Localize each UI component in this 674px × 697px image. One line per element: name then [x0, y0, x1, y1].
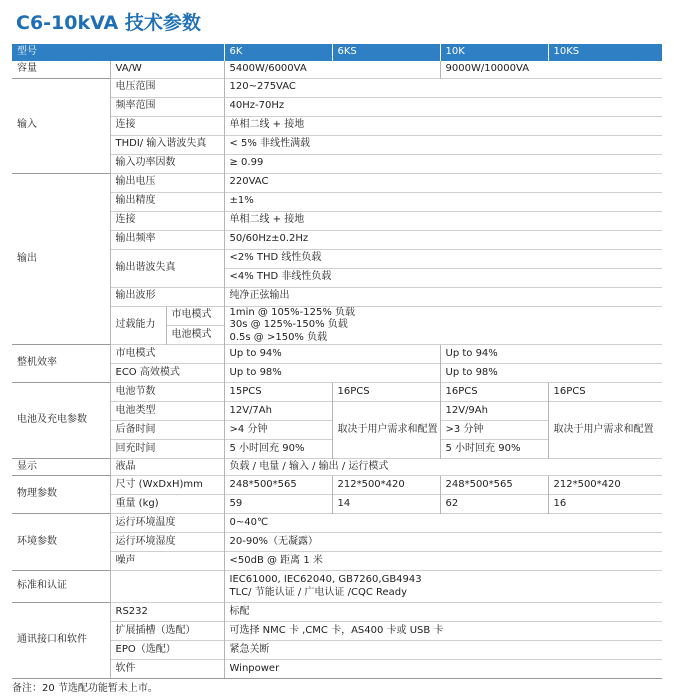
table-row [12, 230, 662, 249]
row-label: 频率范围 [110, 97, 224, 116]
table-row [12, 135, 662, 154]
group-efficiency: 整机效率 [12, 345, 110, 383]
row-label: 过载能力 [110, 306, 166, 345]
cell-value: 12V/9Ah [440, 402, 548, 421]
group-battery: 电池及充电参数 [12, 383, 110, 459]
sub-label: 电池模式 [166, 325, 224, 344]
row-label: THDI/ 输入谐波失真 [110, 135, 224, 154]
table-row [12, 660, 662, 679]
row-label: 软件 [110, 660, 224, 679]
cell-value: 212*500*420 [548, 476, 662, 495]
cell-value: 负载 / 电量 / 输入 / 输出 / 运行模式 [224, 459, 662, 476]
cell-value: Winpower [224, 660, 662, 679]
table-row [12, 211, 662, 230]
row-label-empty [110, 571, 224, 603]
table-row [12, 116, 662, 135]
cell-value: 212*500*420 [332, 476, 440, 495]
group-capacity: 容量 [17, 63, 37, 74]
cell-value-standards [224, 571, 662, 603]
table-row [12, 402, 662, 421]
cell-value: 12V/7Ah [224, 402, 332, 421]
cell-value: Up to 94% [440, 345, 662, 364]
row-label: 尺寸 (WxDxH)mm [110, 476, 224, 495]
table-row [12, 192, 662, 211]
cell-value: <50dB @ 距离 1 米 [224, 552, 662, 571]
row-label: 输出频率 [110, 230, 224, 249]
row-label: 连接 [110, 116, 224, 135]
group-standards: 标准和认证 [12, 571, 110, 603]
row-label: 运行环境湿度 [110, 533, 224, 552]
cell-value: 纯净正弦输出 [224, 287, 662, 306]
cell-value: 248*500*565 [440, 476, 548, 495]
cell-value: 120~275VAC [224, 78, 662, 97]
row-label: 电池类型 [110, 402, 224, 421]
table-row [12, 306, 662, 325]
row-label: 输出电压 [110, 173, 224, 192]
table-row [12, 571, 662, 603]
row-label: 回充时间 [110, 440, 224, 459]
row-label: 输入功率因数 [110, 154, 224, 173]
group-input: 输入 [12, 78, 110, 173]
cell-value: 59 [224, 495, 332, 514]
row-label: 扩展插槽（选配） [110, 622, 224, 641]
row-label: ECO 高效模式 [110, 364, 224, 383]
table-row [12, 552, 662, 571]
table-row [12, 641, 662, 660]
table-row [12, 287, 662, 306]
cell-value: 16PCS [548, 383, 662, 402]
row-label: 市电模式 [110, 345, 224, 364]
cell-value-user-config: 取决于用户需求和配置 [332, 402, 440, 459]
table-row [12, 249, 662, 268]
cell-value: 14 [332, 495, 440, 514]
header-10ks: 10KS [548, 44, 662, 61]
cell-value: 0~40℃ [224, 514, 662, 533]
cell-value: <2% THD 线性负载 [224, 249, 662, 268]
table-row [12, 97, 662, 116]
cell-value: >4 分钟 [224, 421, 332, 440]
header-6ks: 6KS [332, 44, 440, 61]
cell-value: Up to 98% [224, 364, 440, 383]
row-label: VA/W [110, 61, 224, 78]
row-label: 电池节数 [110, 383, 224, 402]
cell-value: <4% THD 非线性负载 [224, 268, 662, 287]
cell-value: 5 小时回充 90% [440, 440, 548, 459]
row-label: 重量 (kg) [110, 495, 224, 514]
table-row [12, 476, 662, 495]
group-display: 显示 [12, 459, 110, 476]
cell-value: 9000W/10000VA [440, 61, 662, 78]
cell-value: 16 [548, 495, 662, 514]
cell-value: Up to 98% [440, 364, 662, 383]
row-label: 液晶 [110, 459, 224, 476]
cell-value: 单相二线 + 接地 [224, 211, 662, 230]
cell-value: 16PCS [332, 383, 440, 402]
table-row [12, 459, 662, 476]
row-label: 输出精度 [110, 192, 224, 211]
table-row [12, 622, 662, 641]
group-environment: 环境参数 [12, 514, 110, 571]
table-row [12, 383, 662, 402]
overload-line: 0.5s @ >150% 负载 [229, 331, 328, 343]
row-label: EPO（选配） [110, 641, 224, 660]
table-row [12, 603, 662, 622]
header-model: 型号 [12, 44, 224, 61]
cell-value: ≥ 0.99 [224, 154, 662, 173]
cell-value: 5 小时回充 90% [224, 440, 332, 459]
group-communication: 通讯接口和软件 [12, 603, 110, 679]
cell-value: 220VAC [224, 173, 662, 192]
cell-value: >3 分钟 [440, 421, 548, 440]
cell-value: 标配 [224, 603, 662, 622]
standards-line: TLC/ 节能认证 / 广电认证 /CQC Ready [229, 586, 408, 598]
table-row [12, 495, 662, 514]
cell-value: < 5% 非线性满载 [224, 135, 662, 154]
header-6k: 6K [224, 44, 332, 61]
cell-value: 单相二线 + 接地 [224, 116, 662, 135]
table-row [12, 61, 662, 78]
cell-value: Up to 94% [224, 345, 440, 364]
header-10k: 10K [440, 44, 548, 61]
cell-value: 16PCS [440, 383, 548, 402]
page-title: C6-10kVA 技术参数 [16, 12, 201, 34]
cell-value: ±1% [224, 192, 662, 211]
row-label: 输出谐波失真 [110, 249, 224, 287]
cell-value-user-config: 取决于用户需求和配置 [548, 402, 662, 459]
standards-line: IEC61000, IEC62040, GB7260,GB4943 [229, 574, 422, 585]
table-row [12, 514, 662, 533]
row-label: 输出波形 [110, 287, 224, 306]
cell-value: 紧急关断 [224, 641, 662, 660]
table-row [12, 173, 662, 192]
table-row [12, 533, 662, 552]
footnote: 备注：20 节选配功能暂未上市。 [12, 683, 158, 694]
row-label: 运行环境温度 [110, 514, 224, 533]
table-row [12, 364, 662, 383]
cell-value: 248*500*565 [224, 476, 332, 495]
spec-table [12, 44, 662, 679]
cell-value: 可选择 NMC 卡 ,CMC 卡，AS400 卡或 USB 卡 [224, 622, 662, 641]
sub-label: 市电模式 [166, 306, 224, 325]
cell-value: 15PCS [224, 383, 332, 402]
row-label: 噪声 [110, 552, 224, 571]
row-label: RS232 [110, 603, 224, 622]
cell-value: 20-90%（无凝露） [224, 533, 662, 552]
cell-value: 5400W/6000VA [224, 61, 440, 78]
table-row [12, 154, 662, 173]
group-output: 输出 [12, 173, 110, 345]
cell-value-overload [224, 306, 662, 345]
table-row [12, 345, 662, 364]
row-label: 连接 [110, 211, 224, 230]
table-header-row [12, 44, 662, 61]
row-label: 电压范围 [110, 78, 224, 97]
row-label: 后备时间 [110, 421, 224, 440]
overload-line: 30s @ 125%-150% 负载 [229, 319, 348, 330]
cell-value: 50/60Hz±0.2Hz [224, 230, 662, 249]
overload-line: 1min @ 105%-125% 负载 [229, 306, 356, 318]
table-row [12, 78, 662, 97]
cell-value: 62 [440, 495, 548, 514]
cell-value: 40Hz-70Hz [224, 97, 662, 116]
group-physical: 物理参数 [12, 476, 110, 514]
